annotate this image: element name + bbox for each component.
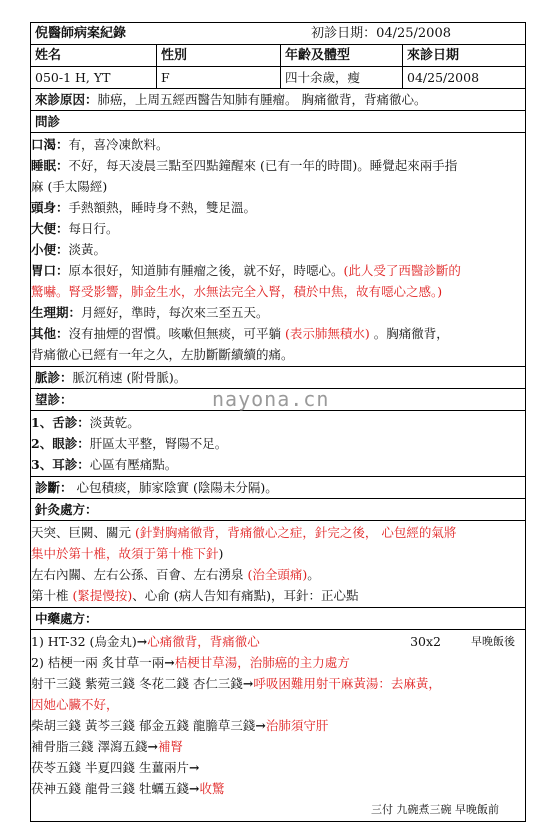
urine-label: 小便： — [31, 242, 69, 257]
header-row — [31, 23, 525, 45]
acu-points-3b: 、心俞 (病人告知有痛點)，耳針：正心點 — [132, 588, 359, 603]
document-title: 倪醫師病案紀錄 — [35, 26, 127, 41]
herb-line-1 — [31, 631, 525, 652]
herb-note-3: 呼吸困難用射干麻黃湯：去麻黃， — [253, 676, 441, 691]
pulse-row — [31, 367, 525, 389]
inquiry-title: 問診 — [35, 114, 61, 129]
arrow-icon: → — [242, 676, 254, 691]
herb-line-7 — [31, 778, 525, 799]
appetite-line — [31, 260, 525, 281]
other-line — [31, 323, 525, 344]
first-visit-date: 初診日期：04/25/2008 — [311, 26, 451, 41]
diagnosis-row — [31, 477, 525, 499]
arrow-icon: → — [255, 718, 266, 733]
acu-note-2: (治全頭痛) — [247, 567, 308, 582]
appetite-label: 胃口： — [31, 263, 69, 278]
sleep-line-2: 麻 (手太陽經) — [31, 179, 108, 194]
herb-formula-6: 茯苓五錢 半夏四錢 生薑兩片 — [31, 760, 189, 775]
patient-table-values — [31, 67, 525, 89]
value-visit-date: 04/25/2008 — [407, 70, 480, 85]
arrow-icon: → — [188, 781, 200, 796]
acu-line-2 — [31, 564, 525, 585]
ear-line — [31, 454, 525, 475]
herb-line-5 — [31, 736, 525, 757]
herb-formula-5: 補骨脂三錢 澤瀉五錢 — [31, 739, 148, 754]
urine-line — [31, 239, 525, 260]
acu-points-3: 第十椎 — [31, 588, 69, 603]
acu-points-2: 左右內關、左右公孫、百會、左右湧泉 — [31, 567, 244, 582]
stool-label: 大便： — [31, 221, 69, 236]
case-record-sheet — [30, 22, 526, 822]
thirst-label: 口渴： — [31, 137, 69, 152]
herb-line-4 — [31, 715, 525, 736]
other-note: (表示肺無積水) — [285, 326, 370, 341]
herb-formula-3: 射干三錢 紫菀三錢 冬花二錢 杏仁三錢 — [31, 676, 243, 691]
acu-line-1b — [31, 543, 525, 564]
other-line-2: 背痛徹心已經有一年之久，左肋斷斷續續的痛。 — [31, 347, 294, 362]
acu-line-2-end: 。 — [307, 567, 320, 582]
herb-note-5: 補腎 — [157, 739, 183, 754]
thirst-text: 有，喜冷凍飲料。 — [68, 137, 169, 152]
stool-text: 每日行。 — [68, 221, 119, 236]
value-name: 050-1 H, YT — [31, 67, 157, 88]
appetite-text: 原本很好，知道肺有腫瘤之後，就不好，時噁心。 — [68, 263, 344, 278]
header-visit-date: 來診日期 — [407, 48, 460, 63]
herb-line-2 — [31, 652, 525, 673]
herb-formula-1: 1) HT-32 (烏金丸) — [31, 634, 137, 649]
herb-note-3b: 因她心臟不好， — [31, 697, 119, 712]
inquiry-section — [31, 133, 525, 367]
acupuncture-title: 針灸處方： — [35, 502, 98, 517]
herb-footer: 三付 九碗煮三碗 早晚飯前 — [371, 803, 499, 816]
thirst-line — [31, 134, 525, 155]
ear-text: 心區有壓痛點。 — [89, 457, 178, 472]
herb-line-6 — [31, 757, 525, 778]
menses-line — [31, 302, 525, 323]
eye-label: 2、眼診： — [31, 436, 90, 451]
herb-formula-4: 柴胡三錢 黃芩三錢 郁金五錢 龍膽草三錢 — [31, 718, 256, 733]
diagnosis-text: 心包積痰，肺家陰實 (陰陽未分隔)。 — [76, 480, 278, 495]
other-text-b: 。胸痛徹背， — [373, 326, 449, 341]
eye-line — [31, 433, 525, 454]
chief-complaint-label: 來診原因： — [35, 92, 98, 107]
header-age: 年齡及體型 — [281, 45, 403, 66]
herbal-title-row — [31, 608, 525, 630]
body-label: 頭身： — [31, 200, 69, 215]
herb-formula-2: 2) 桔梗一兩 炙甘草一兩 — [31, 655, 165, 670]
herb-line-3 — [31, 673, 525, 694]
acu-line-1 — [31, 522, 525, 543]
herb-note-1: 心痛徹背，背痛徹心 — [147, 634, 260, 649]
body-text: 手熱額熱，睡時身不熱，雙足溫。 — [68, 200, 257, 215]
acu-line-3 — [31, 585, 525, 606]
header-sex: 性別 — [157, 45, 281, 66]
eye-text: 肝區太平整，腎陽不足。 — [89, 436, 228, 451]
chief-complaint-text: 肺癌，上周五經西醫告知肺有腫瘤。 胸痛徹背，背痛徹心。 — [97, 92, 427, 107]
stool-line — [31, 218, 525, 239]
acupuncture-title-row — [31, 499, 525, 521]
acupuncture-section — [31, 521, 525, 608]
acu-note-1b: 集中於第十椎，故須于第十椎下針 — [31, 546, 219, 561]
herb-formula-7: 茯神五錢 龍骨三錢 牡蠣五錢 — [31, 781, 189, 796]
pulse-label: 脈診： — [35, 370, 73, 385]
menses-label: 生理期： — [31, 305, 82, 320]
acu-note-1-end: ) — [218, 546, 224, 561]
menses-text: 月經好，準時，每次來三至五天。 — [81, 305, 269, 320]
herb-dose: 30x2 — [410, 634, 441, 649]
herbal-title: 中藥處方： — [35, 611, 98, 626]
herb-note-4: 治肺須守肝 — [265, 718, 329, 733]
header-name: 姓名 — [31, 45, 157, 66]
other-text: 沒有抽煙的習慣。咳嗽但無痰，可平躺 — [68, 326, 282, 341]
chief-complaint-row — [31, 89, 525, 111]
herb-when: 早晚飯後 — [471, 635, 515, 648]
body-line — [31, 197, 525, 218]
tongue-text: 淡黃乾。 — [89, 415, 140, 430]
appetite-note-2: 驚嚇。腎受影響，肺金生水，水無法完全入腎，積於中焦，故有噁心之感。) — [31, 284, 443, 299]
arrow-icon: → — [164, 655, 175, 670]
acu-note-1: (針對胸痛徹背，背痛徹心之症，針完之後， 心包經的氣將 — [135, 525, 457, 540]
sleep-text: 不好，每天凌晨三點至四點鐘醒來 (已有一年的時間)。睡覺起來兩手指 — [68, 158, 458, 173]
herbal-section — [31, 630, 525, 821]
sleep-label: 睡眠： — [31, 158, 69, 173]
herb-note-2: 桔梗甘草湯，治肺癌的主力處方 — [174, 655, 350, 670]
value-sex: F — [157, 67, 281, 88]
inspection-section — [31, 411, 525, 477]
diagnosis-label: 診斷： — [35, 480, 73, 495]
sleep-line — [31, 155, 525, 176]
urine-text: 淡黃。 — [68, 242, 107, 257]
arrow-icon: → — [147, 739, 158, 754]
watermark: nayona.cn — [212, 387, 330, 411]
herb-note-7: 收驚 — [199, 781, 225, 796]
tongue-label: 1、舌診： — [31, 415, 90, 430]
arrow-icon: → — [136, 634, 148, 649]
ear-label: 3、耳診： — [31, 457, 90, 472]
inquiry-title-row — [31, 111, 525, 133]
value-age: 四十余歲，瘦 — [281, 67, 403, 88]
pulse-text: 脈沉稍速 (附骨脈)。 — [72, 370, 187, 385]
other-label: 其他： — [31, 326, 69, 341]
tongue-line — [31, 412, 525, 433]
inspection-title: 望診： — [35, 392, 73, 407]
patient-table-header — [31, 45, 525, 67]
acu-note-3: (緊提慢按) — [72, 588, 133, 603]
acu-points-1: 天突、巨闕、關元 — [31, 525, 132, 540]
appetite-note: (此人受了西醫診斷的 — [343, 263, 461, 278]
arrow-icon: → — [188, 760, 200, 775]
